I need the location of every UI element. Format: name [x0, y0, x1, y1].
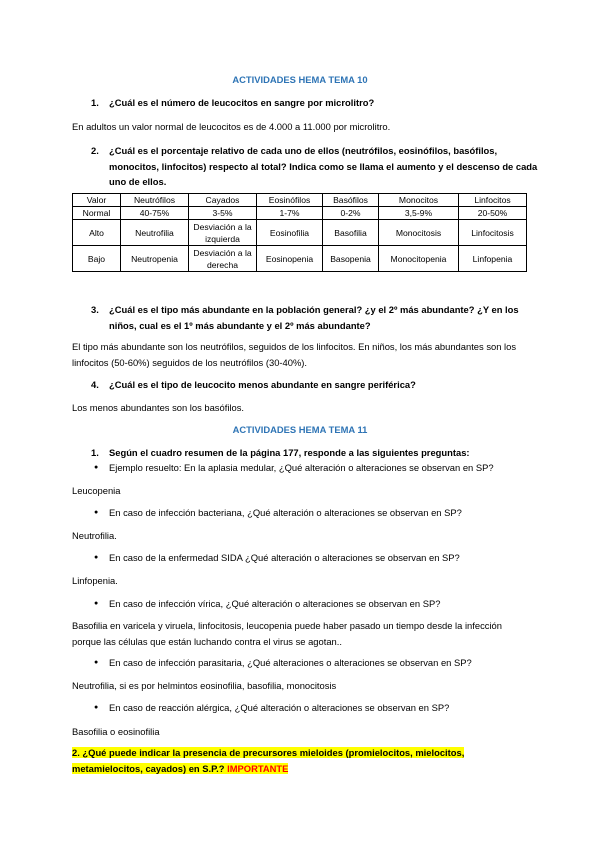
bullet-question: En caso de infección parasitaria, ¿Qué alteraciones o alteraciones se observan en SP?: [109, 657, 472, 668]
bullet-question: En caso de infección bacteriana, ¿Qué alteración o alteraciones se observan en SP?: [109, 507, 462, 518]
table-row: [73, 220, 527, 246]
table-header: Linfocitos: [459, 194, 527, 207]
bullet-answer: Neutrofilia, si es por helmintos eosinofilia, basofilia, monocitosis: [72, 680, 337, 691]
final-question-line-2: metamielocitos, cayados) en S.P.?: [72, 763, 225, 774]
table-cell: 3-5%: [189, 207, 257, 220]
bullet-icon: ●: [94, 464, 99, 471]
table-header: Monocitos: [379, 194, 459, 207]
answer-4: Los menos abundantes son los basófilos.: [72, 402, 244, 413]
question-3: ¿Cuál es el tipo más abundante en la población general? ¿y el 2º más abundante? ¿Y en los niños, cual es el 1º más abundante y el 2º más abundante?: [109, 304, 519, 331]
table-cell: Desviación a la izquierda: [189, 220, 257, 246]
table-cell: Monocitopenia: [379, 246, 459, 272]
table-cell: 1-7%: [257, 207, 323, 220]
answer-3: El tipo más abundante son los neutrófilos, seguidos de los linfocitos. En niños, los más abundantes son los linfocitos (50-60%) seguidos de los neutrófilos (30-40%).: [72, 341, 517, 368]
table-cell: Linfocitosis: [459, 220, 527, 246]
answer-1: En adultos un valor normal de leucocitos es de 4.000 a 11.000 por microlitro.: [72, 121, 391, 132]
bullet-icon: ●: [94, 704, 99, 711]
question-number: 2.: [91, 145, 99, 156]
question-number: 1.: [91, 447, 99, 458]
bullet-question: Ejemplo resuelto: En la aplasia medular, ¿Qué alteración o alteraciones se observan en SP?: [109, 462, 494, 473]
table-cell: Linfopenia: [459, 246, 527, 272]
tema-11-question-1: Según el cuadro resumen de la página 177, responde a las siguientes preguntas:: [109, 447, 470, 458]
table-header: Basófilos: [323, 194, 379, 207]
table-header: Neutrófilos: [121, 194, 189, 207]
bullet-answer: Leucopenia: [72, 485, 121, 496]
bullet-question: En caso de la enfermedad SIDA ¿Qué alteración o alteraciones se observan en SP?: [109, 552, 460, 563]
table-cell: Neutrofilia: [121, 220, 189, 246]
table-cell: Neutropenia: [121, 246, 189, 272]
table-cell: Desviación a la derecha: [189, 246, 257, 272]
table-row: [73, 207, 527, 220]
table-header: Eosinófilos: [257, 194, 323, 207]
question-1: ¿Cuál es el número de leucocitos en sangre por microlitro?: [109, 97, 375, 108]
table-header: Cayados: [189, 194, 257, 207]
table-cell: 40-75%: [121, 207, 189, 220]
bullet-question: En caso de infección vírica, ¿Qué alteración o alteraciones se observan en SP?: [109, 598, 441, 609]
question-number: 1.: [91, 97, 99, 108]
bullet-icon: ●: [94, 659, 99, 666]
bullet-question: En caso de reacción alérgica, ¿Qué alteración o alteraciones se observan en SP?: [109, 702, 450, 713]
table-cell: Alto: [73, 220, 121, 246]
table-cell: Normal: [73, 207, 121, 220]
question-2: ¿Cuál es el porcentaje relativo de cada uno de ellos (neutrófilos, eosinófilos, basófilos, monocitos, linfocitos) respecto al total? Indica como se llama el aumento y el descenso de cada uno de ellos.: [109, 145, 538, 187]
table-cell: Basopenia: [323, 246, 379, 272]
question-number: 3.: [91, 304, 99, 315]
table-cell: 0-2%: [323, 207, 379, 220]
table-cell: 20-50%: [459, 207, 527, 220]
question-4: ¿Cuál es el tipo de leucocito menos abundante en sangre periférica?: [109, 379, 416, 390]
bullet-icon: ●: [94, 600, 99, 607]
table-row: [73, 246, 527, 272]
bullet-answer: Basofilia o eosinofilia: [72, 726, 160, 737]
table-cell: Basofilia: [323, 220, 379, 246]
important-label: IMPORTANTE: [227, 763, 289, 774]
final-question: [72, 745, 542, 777]
bullet-icon: ●: [94, 554, 99, 561]
final-question-line-1: 2. ¿Qué puede indicar la presencia de precursores mieloides (promielocitos, mielocitos,: [72, 747, 465, 758]
bullet-answer: Basofilia en varicela y viruela, linfocitosis, leucopenia puede haber pasado un tiempo desde la infección porque las células que están luchando contra el virus se agotan..: [72, 620, 502, 647]
bullet-icon: ●: [94, 509, 99, 516]
bullet-answer: Neutrofilia.: [72, 530, 117, 541]
leukocyte-table: [72, 193, 527, 272]
table-cell: Bajo: [73, 246, 121, 272]
table-cell: Eosinopenia: [257, 246, 323, 272]
question-number: 4.: [91, 379, 99, 390]
bullet-answer: Linfopenia.: [72, 575, 118, 586]
table-header-row: [73, 194, 527, 207]
table-cell: Monocitosis: [379, 220, 459, 246]
table-cell: Eosinofilia: [257, 220, 323, 246]
table-cell: 3,5-9%: [379, 207, 459, 220]
section-title-tema-11: ACTIVIDADES HEMA TEMA 11: [232, 424, 368, 435]
section-title-tema-10: ACTIVIDADES HEMA TEMA 10: [232, 74, 368, 85]
table-header: Valor: [73, 194, 121, 207]
